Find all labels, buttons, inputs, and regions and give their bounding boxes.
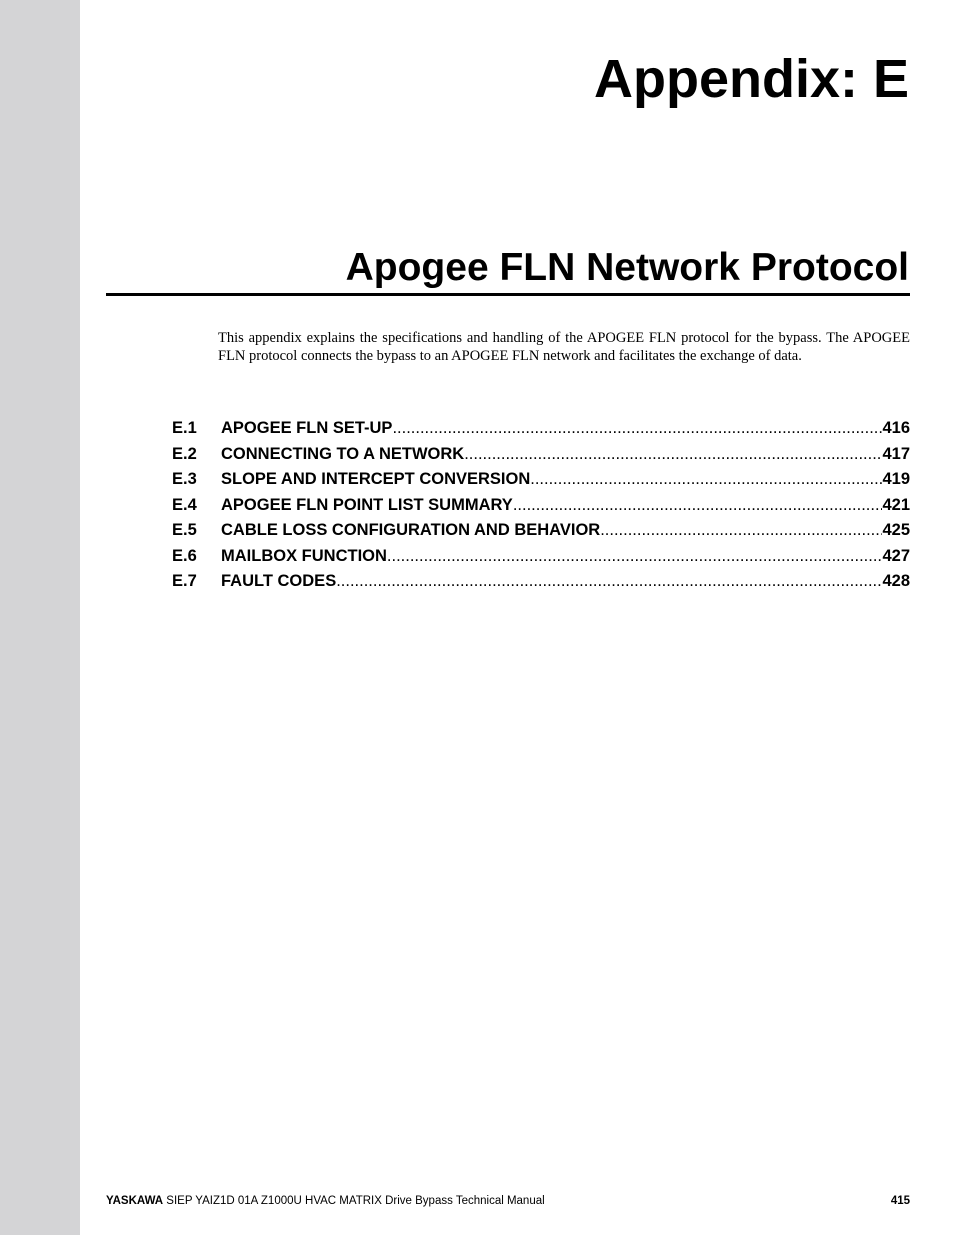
toc-entry-number: E.3 bbox=[172, 470, 197, 488]
intro-paragraph: This appendix explains the specifications and handling of the APOGEE FLN protocol for the bypass. The APOGEE FLN protocol connects the bypass to an APOGEE FLN network and facilitates the exchange of data. bbox=[218, 330, 910, 364]
toc-entry-number: E.1 bbox=[172, 419, 197, 437]
footer-manual-title: SIEP YAIZ1D 01A Z1000U HVAC MATRIX Drive Bypass Technical Manual bbox=[166, 1195, 545, 1207]
toc-entry-page: 417 bbox=[882, 444, 910, 463]
toc-entry-page: 419 bbox=[882, 470, 910, 488]
toc-dot-leader bbox=[513, 493, 883, 519]
toc-dot-leader bbox=[464, 442, 882, 468]
toc-entry-e4[interactable] bbox=[172, 493, 910, 519]
side-band bbox=[0, 0, 80, 1235]
toc-dot-leader bbox=[387, 544, 883, 570]
toc-dot-leader bbox=[530, 467, 882, 493]
footer-brand: YASKAWA bbox=[106, 1195, 164, 1207]
toc-entry-number: E.4 bbox=[172, 495, 197, 514]
page-footer bbox=[106, 1193, 910, 1209]
toc-entry-e1[interactable] bbox=[172, 416, 910, 442]
toc-entry-label: MAILBOX FUNCTION bbox=[221, 546, 387, 565]
toc-dot-leader bbox=[600, 518, 882, 544]
toc-entry-label: SLOPE AND INTERCEPT CONVERSION bbox=[221, 470, 531, 488]
toc-entry-e7[interactable] bbox=[172, 569, 910, 595]
table-of-contents bbox=[172, 416, 910, 595]
toc-entry-e3[interactable] bbox=[172, 467, 910, 493]
toc-entry-label: APOGEE FLN POINT LIST SUMMARY bbox=[221, 495, 513, 514]
toc-dot-leader bbox=[336, 569, 882, 595]
appendix-title: Appendix: E bbox=[593, 49, 909, 109]
footer-manual-info bbox=[106, 1193, 545, 1209]
toc-entry-label: FAULT CODES bbox=[221, 572, 337, 590]
toc-entry-page: 421 bbox=[882, 495, 910, 514]
toc-entry-page: 428 bbox=[882, 572, 910, 590]
toc-entry-page: 416 bbox=[882, 419, 910, 437]
toc-entry-page: 425 bbox=[882, 521, 910, 539]
toc-entry-label: CONNECTING TO A NETWORK bbox=[221, 444, 465, 463]
title-rule bbox=[106, 293, 910, 296]
toc-entry-label: APOGEE FLN SET-UP bbox=[221, 419, 393, 437]
toc-entry-e6[interactable] bbox=[172, 544, 910, 570]
toc-entry-e2[interactable] bbox=[172, 442, 910, 468]
toc-entry-e5[interactable] bbox=[172, 518, 910, 544]
toc-entry-page: 427 bbox=[882, 546, 910, 565]
toc-entry-number: E.6 bbox=[172, 546, 197, 565]
footer-page-number: 415 bbox=[890, 1195, 910, 1207]
toc-entry-number: E.5 bbox=[172, 521, 197, 539]
toc-entry-number: E.7 bbox=[172, 572, 197, 590]
chapter-title: Apogee FLN Network Protocol bbox=[345, 246, 909, 289]
toc-entry-number: E.2 bbox=[172, 444, 197, 463]
toc-dot-leader bbox=[392, 416, 882, 442]
toc-entry-label: CABLE LOSS CONFIGURATION AND BEHAVIOR bbox=[221, 521, 601, 539]
